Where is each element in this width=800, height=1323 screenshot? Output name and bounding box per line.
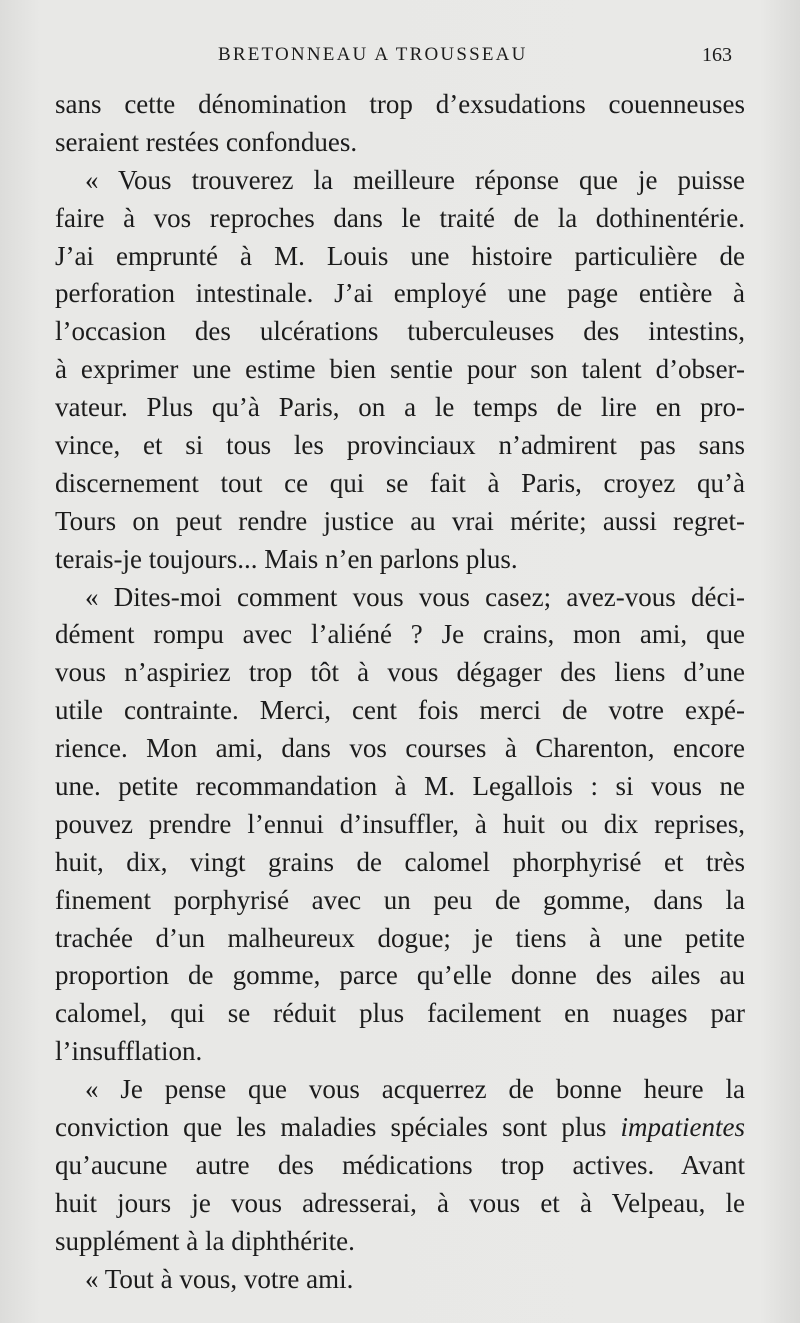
text-line: J’ai emprunté à M. Louis une histoire particulière de <box>55 240 745 271</box>
text-line: proportion de gomme, parce qu’elle donne des ailes au <box>55 960 745 991</box>
emphasized-word: impatientes <box>620 1112 745 1143</box>
text-line: perforation intestinale. J’ai employé une page entière à <box>55 278 745 309</box>
text-line: vince, et si tous les provinciaux n’admirent pas sans <box>55 430 745 461</box>
text-line: Tours on peut rendre justice au vrai mérite; aussi regret- <box>55 505 745 536</box>
text-line: à exprimer une estime bien sentie pour son talent d’obser- <box>55 354 745 385</box>
text-line: terais-je toujours... Mais n’en parlons plus. <box>55 543 518 574</box>
text-line: « Je pense que vous acquerrez de bonne heure la <box>85 1074 745 1105</box>
text-line: dément rompu avec l’aliéné ? Je crains, mon ami, que <box>55 619 745 650</box>
text-line: huit, dix, vingt grains de calomel phorphyrisé et très <box>55 846 745 877</box>
body-text <box>55 86 745 1299</box>
text-line: calomel, qui se réduit plus facilement en nuages par <box>55 998 745 1029</box>
text-line: vous n’aspiriez trop tôt à vous dégager des liens d’une <box>55 657 745 688</box>
text-line: l’insufflation. <box>55 1036 203 1067</box>
text-line: « Tout à vous, votre ami. <box>85 1263 354 1294</box>
text-line: pouvez prendre l’ennui d’insuffler, à huit ou dix reprises, <box>55 808 745 839</box>
text-line: utile contrainte. Merci, cent fois merci de votre expé- <box>55 695 745 726</box>
running-title: BRETONNEAU A TROUSSEAU <box>218 44 528 65</box>
page-number: 163 <box>702 44 732 66</box>
text-line: seraient restées confondues. <box>55 126 358 157</box>
text-line: supplément à la diphthérite. <box>55 1225 355 1256</box>
text-line: qu’aucune autre des médications trop actives. Avant <box>55 1149 745 1180</box>
text-line: faire à vos reproches dans le traité de la dothinentérie. <box>55 202 745 233</box>
text-line: discernement tout ce qui se fait à Paris, croyez qu’à <box>55 467 745 498</box>
text-segment: conviction que les maladies spéciales sont plus <box>55 1112 621 1143</box>
text-line <box>55 1109 745 1147</box>
text-line: trachée d’un malheureux dogue; je tiens à une petite <box>55 922 745 953</box>
text-line: sans cette dénomination trop d’exsudations couenneuses <box>55 89 745 119</box>
text-line: vateur. Plus qu’à Paris, on a le temps de lire en pro- <box>55 392 745 423</box>
text-line: finement porphyrisé avec un peu de gomme, dans la <box>55 884 745 915</box>
text-line: rience. Mon ami, dans vos courses à Charenton, encore <box>55 733 745 764</box>
text-line: une. petite recommandation à M. Legallois : si vous ne <box>55 771 745 802</box>
text-line: huit jours je vous adresserai, à vous et à Velpeau, le <box>55 1187 745 1218</box>
text-line: l’occasion des ulcérations tuberculeuses des intestins, <box>55 316 745 347</box>
text-line: « Vous trouverez la meilleure réponse que je puisse <box>85 164 745 195</box>
text-line: « Dites-moi comment vous vous casez; avez-vous déci- <box>85 581 745 612</box>
page-header <box>0 44 800 72</box>
